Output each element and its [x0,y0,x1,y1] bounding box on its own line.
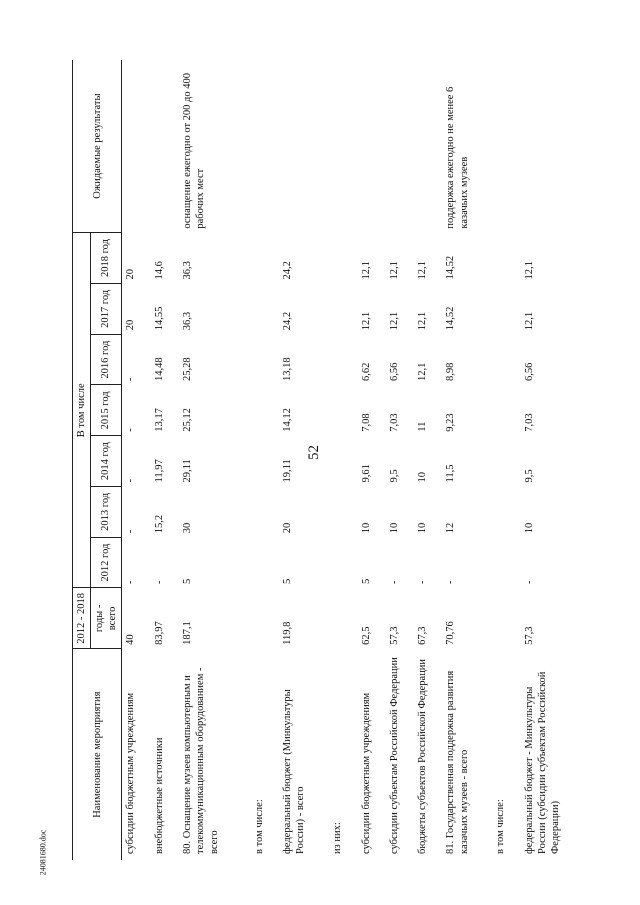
row-value: 11,97 [154,459,165,483]
table-row [521,60,593,860]
row-value [492,537,520,588]
row-value: 14,6 [154,261,165,280]
row-value [492,486,520,537]
row-name: в том числе: [495,799,507,854]
table-row [329,60,357,860]
row-result [151,60,179,233]
row-value: 6,62 [360,362,372,381]
row-value: 15,2 [154,514,165,534]
row-value: 9,5 [523,469,535,483]
row-value: 10 [360,522,372,534]
row-total: 40 [125,634,137,645]
row-value: 29,11 [182,459,194,483]
row-result [358,60,386,233]
row-total: 57,3 [388,626,400,645]
table-row [414,60,442,860]
row-value [492,334,520,385]
row-value: 24,2 [282,311,294,331]
row-result [329,60,357,233]
row-value: 6,56 [523,362,535,381]
row-value [492,385,520,436]
header-period-top: 2012 - 2018 [73,588,91,649]
row-value: 10 [417,471,429,483]
row-value: 10 [523,522,535,534]
row-name: в том числе: [254,799,265,854]
row-value [251,436,279,487]
table-row [358,60,386,860]
row-value: 11 [417,421,429,432]
row-value: 12,1 [417,311,429,331]
row-value: 14,55 [154,306,165,331]
row-value: 5 [360,578,372,584]
row-value: 12,1 [388,311,400,331]
row-name: субсидии бюджетным учреждениям [125,692,137,854]
row-value: 9,23 [445,413,457,432]
row-value: 12,1 [360,311,372,331]
row-value [251,385,279,436]
row-result [492,60,520,233]
row-value: - [124,377,136,381]
row-value: 8,98 [445,362,457,381]
row-value: 9,61 [360,464,372,483]
row-value: 6,56 [388,362,400,381]
row-result [521,60,593,233]
row-value: 7,03 [388,413,400,432]
row-value [251,283,279,334]
row-value: - [388,580,400,584]
table-row [251,60,279,860]
row-value: 12,1 [523,311,535,331]
header-row-1 [73,60,91,860]
row-value: - [154,580,165,584]
row-value [492,283,520,334]
row-result [251,60,279,233]
table-row [151,60,179,860]
header-year-2017: 2017 год [91,283,122,334]
row-result [414,60,442,233]
row-value: - [445,580,457,584]
row-value: 25,28 [182,357,194,381]
row-value [329,486,357,537]
header-year-2013: 2013 год [91,486,122,537]
row-name: внебюджетные источники [154,737,165,854]
row-value: 14,52 [445,306,457,331]
row-value: 13,17 [154,408,165,432]
row-value [329,537,357,588]
document-id: 24081680.doc [38,829,48,876]
header-period-bottom: годы - всего [91,588,122,649]
row-value: 25,12 [182,408,194,432]
row-value: 24,2 [282,261,294,280]
row-value [329,334,357,385]
row-value: 14,12 [282,408,294,432]
row-value: 36,3 [182,261,194,280]
row-value: 14,52 [445,255,457,280]
row-value [492,436,520,487]
row-total: 67,3 [417,626,429,645]
header-year-2016: 2016 год [91,334,122,385]
table-body [122,60,593,860]
row-value: 5 [182,578,194,584]
row-name: 80. Оснащение музеев компьютерным и телекоммуникационным оборудованием - всего [182,667,220,854]
row-total: 119,8 [282,621,294,645]
row-value [329,385,357,436]
header-year-2018: 2018 год [91,233,122,284]
row-total: 62,5 [360,626,372,645]
row-value: - [523,580,535,584]
row-name: субсидии бюджетным учреждениям [360,692,372,854]
row-value: 12,1 [417,362,429,381]
row-name: из них: [332,822,344,854]
row-value [329,283,357,334]
row-value: - [124,580,136,584]
row-total: 83,97 [154,621,165,645]
row-value: 7,08 [360,413,372,432]
row-total: 70,76 [445,621,457,645]
row-value: 12,1 [388,261,400,280]
row-total: 187,1 [182,621,194,645]
row-value: 11,5 [445,464,457,483]
row-value: 12,1 [417,261,429,280]
row-value [251,233,279,284]
row-result [122,60,151,233]
row-total [251,588,279,649]
table-row [179,60,251,860]
table-row [492,60,520,860]
header-results: Ожидаемые результаты [73,60,122,233]
row-value [492,233,520,284]
table-row [442,60,492,860]
header-year-2012: 2012 год [91,537,122,588]
header-year-2014: 2014 год [91,436,122,487]
row-total [492,588,520,649]
row-name: федеральный бюджет - Минкультуры России (субсидии субъектам Российской Федерации) [523,671,562,854]
row-value [329,233,357,284]
row-value: 9,5 [388,469,400,483]
funding-table [72,60,593,860]
table-row [279,60,329,860]
row-value: 20 [124,268,136,280]
row-value: 5 [282,578,294,584]
row-value [251,486,279,537]
row-value [329,436,357,487]
row-value: 20 [282,522,294,534]
row-result [279,60,329,233]
row-value: - [124,478,136,483]
row-value: 30 [182,522,194,534]
row-name: 81. Государственная поддержка развития казачьих музеев - всего [445,670,470,854]
funding-table-wrapper [72,60,580,860]
page-number: 52 [306,445,322,460]
row-value: 12 [445,522,457,534]
row-value [251,537,279,588]
row-value: 10 [417,522,429,534]
row-value: 36,3 [182,311,194,331]
row-name: федеральный бюджет (Минкультуры России) - всего [282,689,307,854]
header-year-2015: 2015 год [91,385,122,436]
table-row [386,60,414,860]
row-value: 14,48 [154,357,165,381]
row-value: 12,1 [360,261,372,280]
header-in-that: В том числе [73,233,91,588]
row-result: оснащение ежегодно от 200 до 400 рабочих мест [182,72,207,229]
row-total [329,588,357,649]
row-value: - [124,529,136,534]
table-row [122,60,151,860]
row-result [386,60,414,233]
row-value: 19,11 [282,459,294,483]
header-name: Наименование мероприятия [73,649,122,860]
row-result: поддержка ежегодно не менее 6 казачьих музеев [445,86,470,229]
row-value: - [124,428,136,432]
row-name: субсидии субъектам Российской Федерации [388,657,400,854]
row-name: бюджеты субъектов Российской Федерации [417,658,429,854]
row-value: 12,1 [523,261,535,280]
row-value: 13,18 [282,357,294,381]
row-value: 10 [388,522,400,534]
row-total: 57,3 [523,626,535,645]
row-value: 7,03 [523,413,535,432]
row-value [251,334,279,385]
row-value: 20 [124,319,136,331]
row-value: - [417,580,429,584]
